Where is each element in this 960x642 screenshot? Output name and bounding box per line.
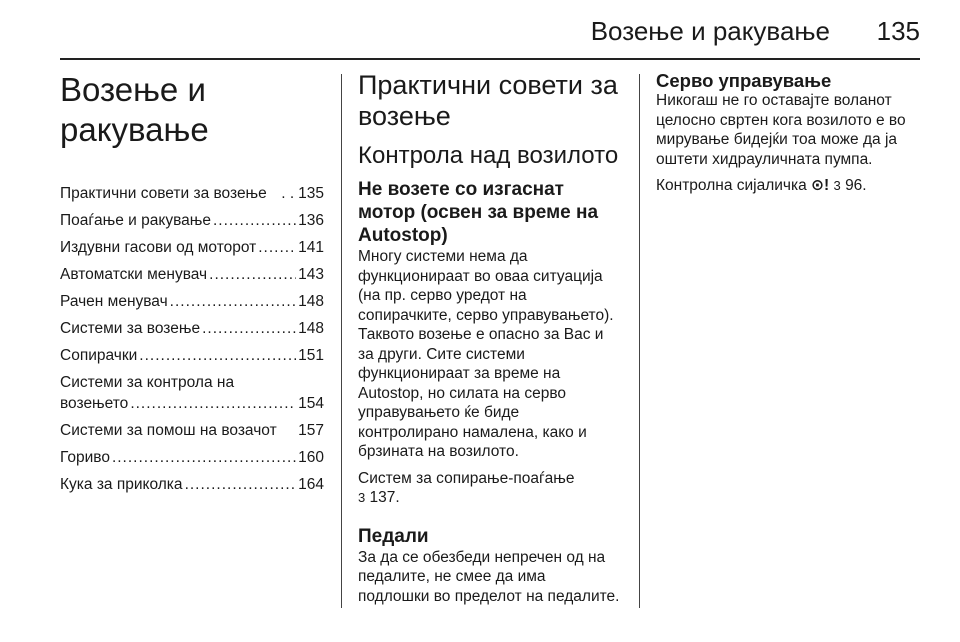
toc-item-label-line1: Системи за контрола на [60, 374, 235, 391]
toc-item-dots [139, 345, 296, 366]
toc-item-page: 154 [298, 395, 324, 412]
power-steering-heading: Серво управување [656, 70, 832, 91]
toc-item-label: Издувни гасови од моторот [60, 239, 257, 256]
page-number: 135 [876, 16, 920, 46]
toc-item-dots [130, 393, 296, 414]
toc-item-label: Рачен менувач [60, 293, 168, 310]
toc-item-page: 148 [298, 293, 324, 310]
toc-item-page: 148 [298, 320, 324, 337]
page-reference-icon: 3 [358, 490, 366, 505]
toc-item-page: 160 [298, 449, 324, 466]
power-steering-text: Никогаш не го оставајте воланот целосно свртен кога возилото е во мирување бидејќи тоа може да ја оштети хидрауличната пумпа. [656, 92, 906, 168]
page-header [60, 14, 920, 50]
toc-item-label: Системи за помош на возачот [60, 422, 277, 439]
toc-item-dots [213, 210, 296, 231]
toc-item[interactable] [60, 210, 324, 231]
brake-reference-page[interactable]: 137. [369, 489, 400, 506]
toc-item[interactable] [60, 318, 324, 339]
brake-reference [358, 469, 620, 508]
toc-item-page: 151 [298, 347, 324, 364]
toc-item[interactable] [60, 183, 324, 204]
toc-item-page: 141 [298, 239, 324, 256]
subsection-title: Контрола над возилото [358, 142, 619, 169]
toc-item[interactable] [60, 474, 324, 495]
toc-item-label: Гориво [60, 449, 110, 466]
page-reference-icon: 3 [833, 178, 841, 193]
toc-item-dots: . . [281, 185, 295, 202]
toc-item-label: возењето [60, 395, 129, 412]
toc-item-dots [185, 474, 297, 495]
toc-item[interactable] [60, 345, 324, 366]
toc-item[interactable] [60, 447, 324, 468]
chapter-toc-column [60, 70, 324, 501]
toc-item[interactable] [60, 372, 324, 414]
brake-reference-text: Систем за сопирање-поаѓање [358, 469, 575, 487]
control-lamp-text: Контролна сијаличка [656, 177, 807, 194]
engine-off-text: Многу системи нема да функционираат во оваа ситуација (на пр. серво уредот на сопирачките, серво управувањето). Таквото возење е опасно за Вас и за други. Сите системи функционираат за време на Autostop, но силата на серво управувањето ќе биде контролирано намалена, како и брзината на возилото. [358, 248, 614, 460]
toc-item-page: 143 [298, 266, 324, 283]
column-divider-1 [341, 74, 342, 608]
power-steering-column [656, 70, 922, 203]
section-title: Практични совети за возење [358, 70, 618, 131]
toc-item-label: Автоматски менувач [60, 266, 208, 283]
toc-item-page: 135 [298, 185, 324, 202]
chapter-title: Возење и ракување [60, 71, 209, 148]
toc-item-dots [202, 318, 296, 339]
toc-item-page: 157 [298, 422, 324, 439]
toc-item-page: 136 [298, 212, 324, 229]
pedals-heading: Педали [358, 525, 429, 547]
column-divider-2 [639, 74, 640, 608]
toc-item[interactable] [60, 291, 324, 312]
chapter-toc [60, 183, 324, 495]
toc-item-label: Практични совети за возење [60, 185, 267, 202]
toc-item-label: Поаѓање и ракување [60, 212, 211, 229]
steering-warning-icon: ⊙! [811, 177, 830, 194]
driving-hints-column [358, 70, 620, 613]
toc-item-label: Системи за возење [60, 320, 201, 337]
toc-item-label: Сопирачки [60, 347, 138, 364]
toc-item-dots [209, 264, 296, 285]
toc-item-label: Кука за приколка [60, 476, 183, 493]
pedals-text: За да се обезбеди непречен од на педалите, не смее да има подлошки во пределот на педалите. [358, 548, 620, 605]
running-header-title: Возење и ракување [590, 16, 830, 46]
toc-item[interactable] [60, 264, 324, 285]
toc-item-dots [170, 291, 296, 312]
engine-off-heading: Не возете со изгаснат мотор (освен за време на Autostop) [358, 179, 599, 246]
toc-item[interactable] [60, 420, 324, 441]
control-lamp-reference [656, 176, 922, 196]
toc-item[interactable] [60, 237, 324, 258]
toc-item-dots [112, 447, 296, 468]
control-lamp-page[interactable]: 96. [845, 177, 867, 194]
toc-item-dots [258, 237, 296, 258]
toc-item-page: 164 [298, 476, 324, 493]
header-divider [60, 58, 920, 60]
